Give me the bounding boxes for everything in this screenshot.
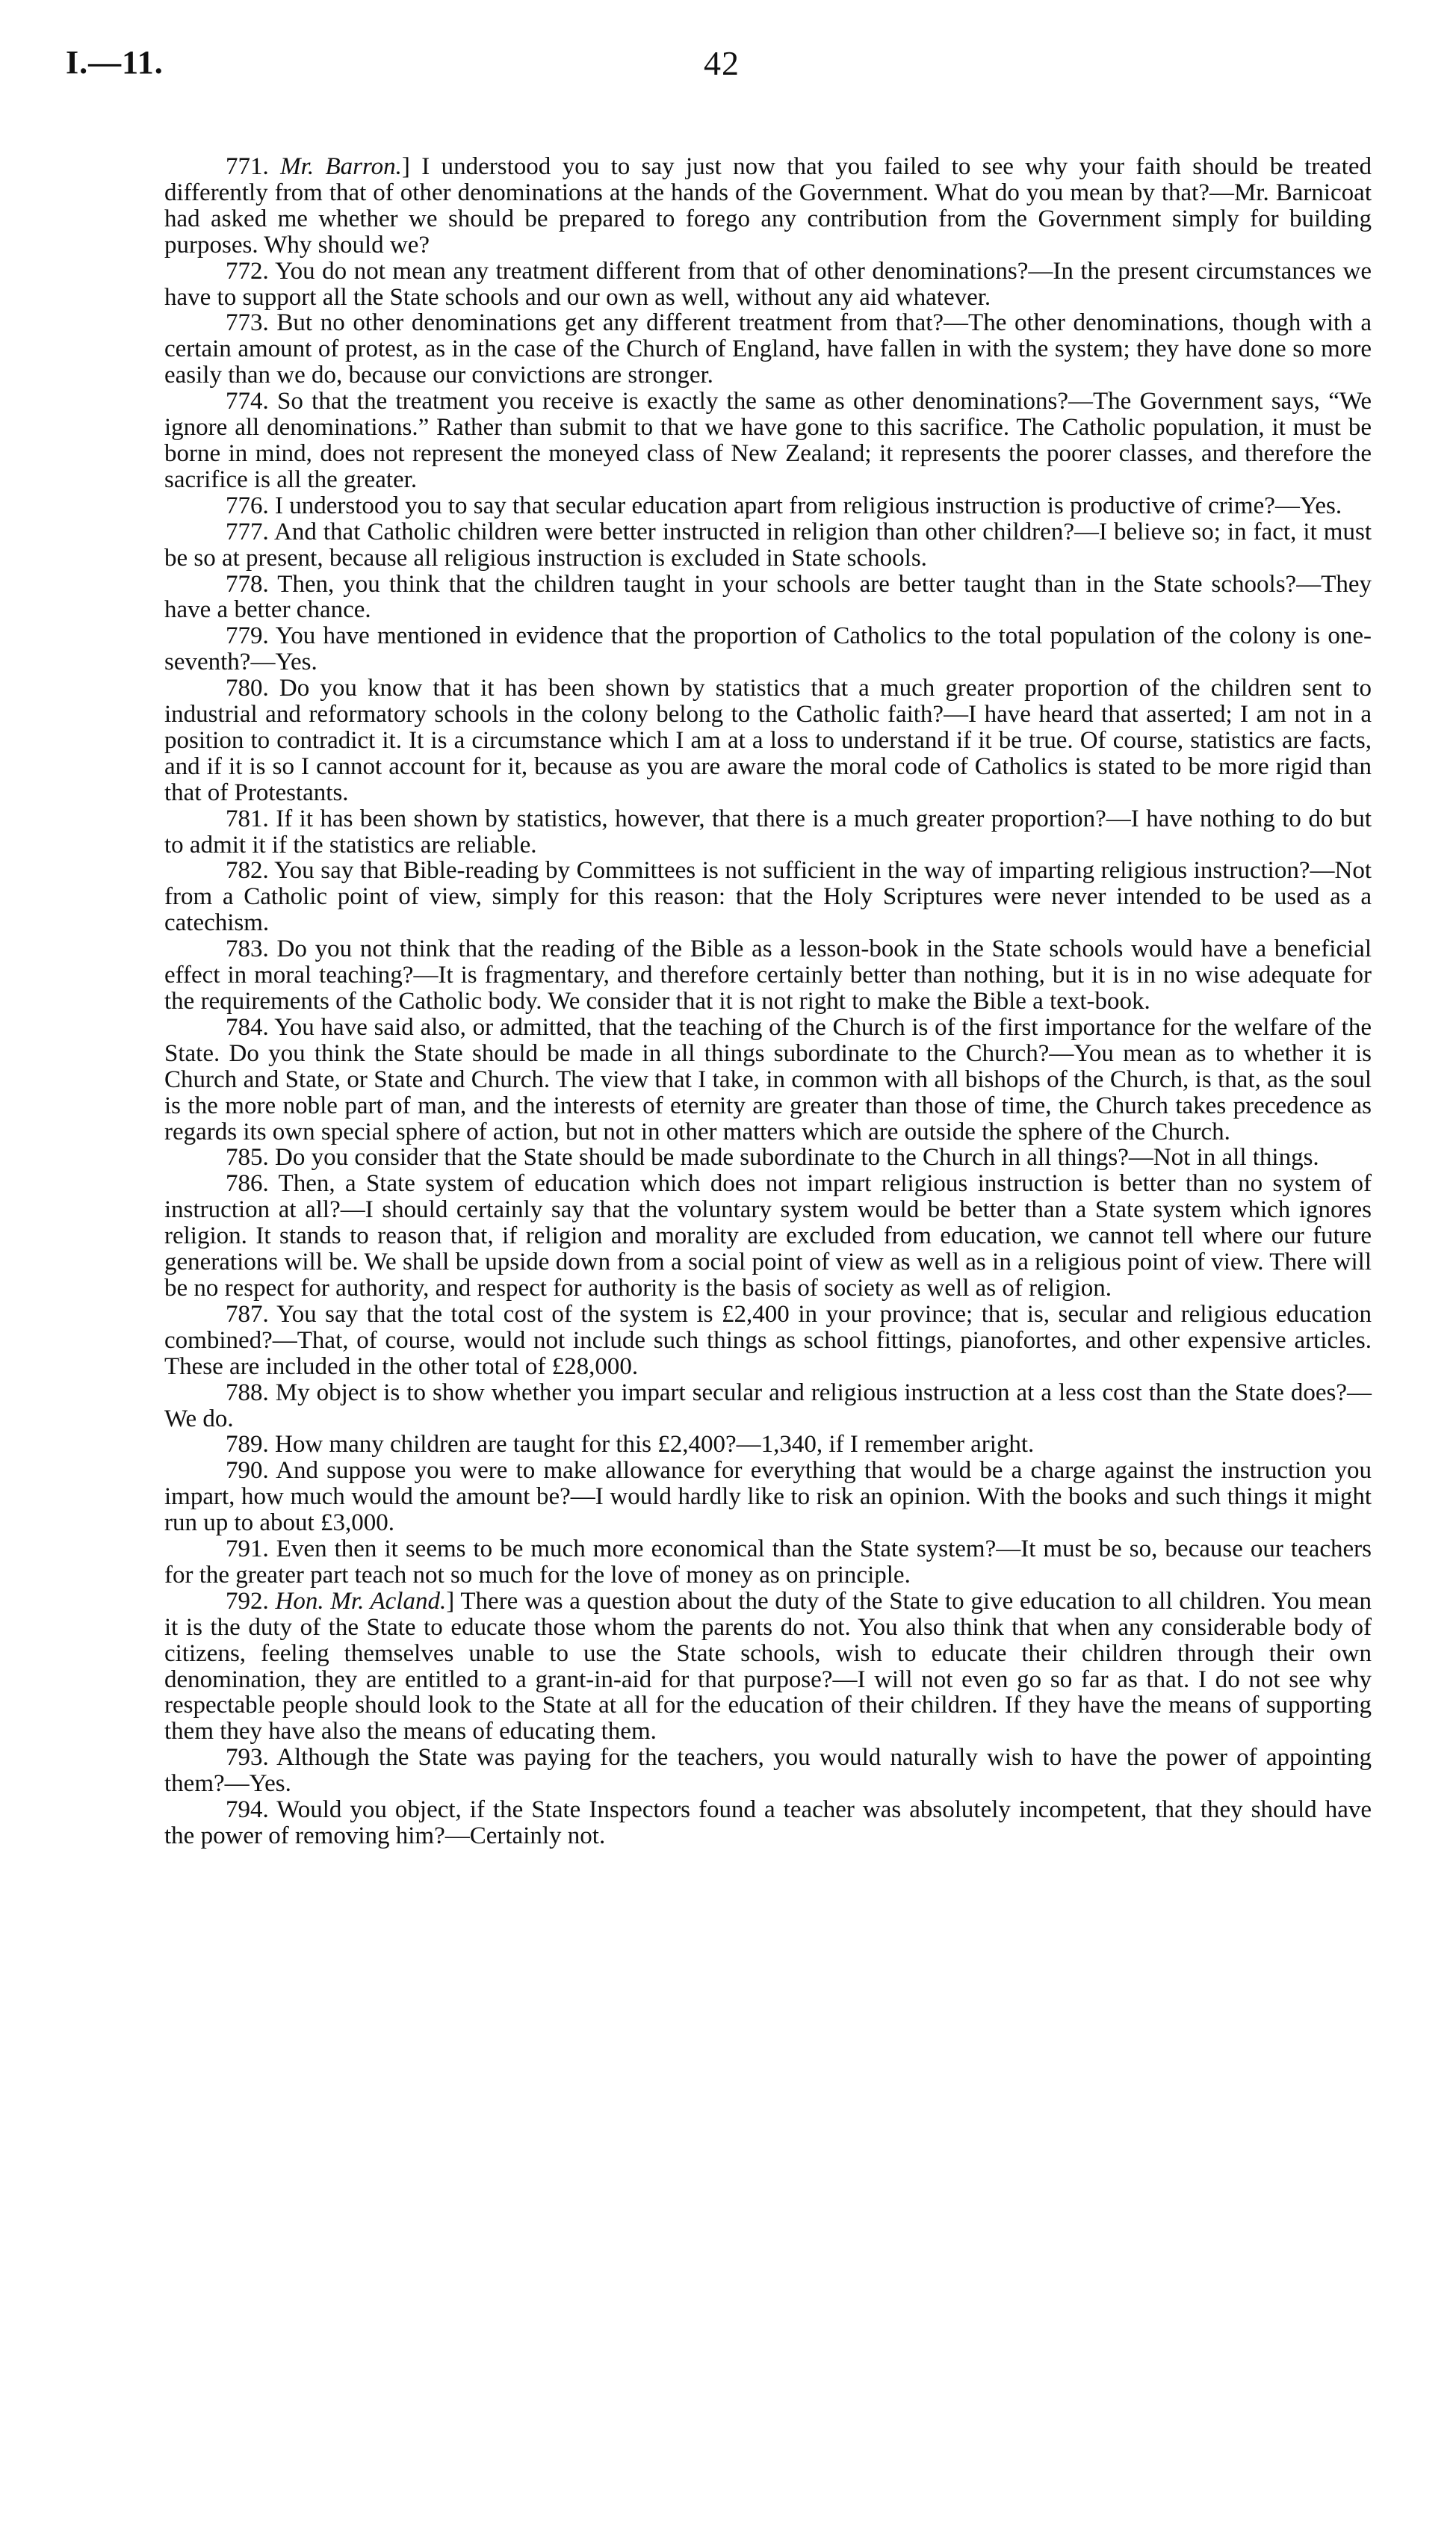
question-paragraph: [164, 1302, 1372, 1380]
question-paragraph: [164, 1458, 1372, 1536]
question-number: 792.: [226, 1587, 269, 1615]
question-text: And that Catholic children were better instructed in religion than other children?—I believe so; in fact, it must be so at present, because all religious instruction is excluded in State schools.: [164, 518, 1372, 572]
question-paragraph: [164, 1145, 1372, 1171]
question-number: 777.: [226, 518, 269, 545]
question-text: How many children are taught for this £2,400?—1,340, if I remember aright.: [275, 1431, 1035, 1459]
question-text: Even then it seems to be much more economical than the State system?—It must be so, because our teachers for the greater part teach not so much for the love of money as on principle.: [164, 1535, 1372, 1589]
question-number: 786.: [226, 1170, 269, 1198]
question-number: 771.: [226, 153, 269, 180]
question-number: 790.: [226, 1457, 269, 1485]
question-paragraph: [164, 806, 1372, 859]
question-text: You say that the total cost of the system is £2,400 in your province; that is, secular and religious education combined?—That, of course, would not include such things as school fittings, pianofortes, and other expensive articles. These are included in the other total of £28,000.: [164, 1300, 1372, 1380]
question-text: Then, a State system of education which does not impart religious instruction is better than no system of instruction at all?—I should certainly say that the voluntary system would be better than a State system which ignores religion. It stands to reason that, if religion and morality are excluded from education, we cannot tell where our future generations will be. We shall be upside down from a social point of view as well as in a religious point of view. There will be no respect for authority, and respect for authority is the basis of society as well as of religion.: [164, 1170, 1372, 1302]
document-reference: I.—11.: [66, 44, 164, 81]
question-number: 772.: [226, 257, 269, 285]
question-number: 787.: [226, 1300, 269, 1328]
question-text: You have mentioned in evidence that the proportion of Catholics to the total population of the colony is one-seventh?—Yes.: [164, 622, 1372, 676]
question-text: ] There was a question about the duty of the State to give education to all children. You mean it is the duty of the State to educate those whom the parents do not. You also think that when any considerable body of citizens, feeling themselves unable to use the State schools, wish to educate their children through their own denomination, they are entitled to a grant-in-aid for that purpose?—I will not even go so far as that. I do not see why respectable people should look to the State at all for the education of their children. If they have the means of supporting them they have also the means of educating them.: [164, 1587, 1372, 1745]
question-number: 773.: [226, 309, 269, 337]
question-number: 793.: [226, 1744, 269, 1772]
question-number: 788.: [226, 1379, 269, 1406]
question-number: 789.: [226, 1431, 269, 1459]
question-paragraph: [164, 1171, 1372, 1302]
question-number: 794.: [226, 1796, 269, 1824]
question-paragraph: [164, 310, 1372, 389]
question-paragraph: [164, 1015, 1372, 1145]
question-number: 791.: [226, 1535, 269, 1563]
question-paragraph: [164, 1745, 1372, 1797]
question-paragraph: [164, 389, 1372, 493]
question-text: But no other denominations get any different treatment from that?—The other denominations, though with a certain amount of protest, as in the case of the Church of England, have fallen in with the system; they have done so more easily than we do, because our convictions are stronger.: [164, 309, 1372, 389]
question-text: ] I understood you to say just now that you failed to see why your faith should be treated differently from that of other denominations at the hands of the Government. What do you mean by that?—Mr. Barnicoat had asked me whether we should be prepared to forego any contribution from the Government simply for building purposes. Why should we?: [164, 153, 1372, 259]
question-paragraph: [164, 1797, 1372, 1849]
question-text: So that the treatment you receive is exactly the same as other denominations?—The Government says, “We ignore all denominations.” Rather than submit to that we have gone to this sacrifice. The Catholic population, it must be borne in mind, does not represent the moneyed class of New Zealand; it represents the poorer classes, and therefore the sacrifice is all the greater.: [164, 388, 1372, 493]
question-text: If it has been shown by statistics, however, that there is a much greater proportion?—I have nothing to do but to admit it if the statistics are reliable.: [164, 805, 1372, 859]
speaker-name: Mr. Barron.: [280, 153, 402, 180]
question-paragraph: [164, 154, 1372, 259]
document-body: [164, 154, 1372, 1849]
question-paragraph: [164, 572, 1372, 624]
question-text: Although the State was paying for the teachers, you would naturally wish to have the power of appointing them?—Yes.: [164, 1744, 1372, 1798]
question-text: You have said also, or admitted, that the teaching of the Church is of the first importance for the welfare of the State. Do you think the State should be made in all things subordinate to the Church?—You mean as to whether it is Church and State, or State and Church. The view that I take, in common with all bishops of the Church, is that, as the soul is the more noble part of man, and the interests of eternity are greater than those of time, the Church takes precedence as regards its own special sphere of action, but not in other matters which are outside the sphere of the Church.: [164, 1013, 1372, 1145]
question-number: 774.: [226, 388, 269, 415]
question-paragraph: [164, 936, 1372, 1015]
question-paragraph: [164, 493, 1372, 519]
question-number: 783.: [226, 935, 269, 963]
question-text: Do you consider that the State should be made subordinate to the Church in all things?—Not in all things.: [275, 1144, 1319, 1172]
question-paragraph: [164, 259, 1372, 311]
question-number: 780.: [226, 675, 269, 702]
question-paragraph: [164, 1432, 1372, 1458]
question-text: Then, you think that the children taught in your schools are better taught than in the State schools?—They have a better chance.: [164, 570, 1372, 624]
question-paragraph: [164, 1380, 1372, 1432]
question-text: Do you not think that the reading of the Bible as a lesson-book in the State schools would have a beneficial effect in moral teaching?—It is fragmentary, and therefore certainly better than nothing, but it is in no wise adequate for the requirements of the Catholic body. We consider that it is not right to make the Bible a text-book.: [164, 935, 1372, 1015]
question-text: My object is to show whether you impart secular and religious instruction at a less cost than the State does?—We do.: [164, 1379, 1372, 1432]
question-paragraph: [164, 1536, 1372, 1589]
question-number: 782.: [226, 857, 269, 885]
question-paragraph: [164, 1589, 1372, 1745]
question-number: 779.: [226, 622, 269, 650]
question-number: 781.: [226, 805, 269, 832]
question-paragraph: [164, 858, 1372, 936]
question-paragraph: [164, 675, 1372, 806]
question-text: I understood you to say that secular education apart from religious instruction is productive of crime?—Yes.: [275, 492, 1342, 519]
question-number: 778.: [226, 570, 269, 598]
question-paragraph: [164, 519, 1372, 572]
question-number: 776.: [226, 492, 269, 519]
question-text: And suppose you were to make allowance for everything that would be a charge against the instruction you impart, how much would the amount be?—I would hardly like to risk an opinion. With the books and such things it might run up to about £3,000.: [164, 1457, 1372, 1537]
question-text: Do you know that it has been shown by statistics that a much greater proportion of the children sent to industrial and reformatory schools in the colony belong to the Catholic faith?—I have heard that asserted; I am not in a position to contradict it. It is a circumstance which I am at a loss to understand if it be true. Of course, statistics are facts, and if it is so I cannot account for it, because as you are aware the moral code of Catholics is stated to be more rigid than that of Protestants.: [164, 675, 1372, 806]
speaker-name: Hon. Mr. Acland.: [275, 1587, 447, 1615]
question-text: You do not mean any treatment different from that of other denominations?—In the present circumstances we have to support all the State schools and our own as well, without any aid whatever.: [164, 257, 1372, 311]
question-text: You say that Bible-reading by Committees is not sufficient in the way of imparting religious instruction?—Not from a Catholic point of view, simply for this reason: that the Holy Scriptures were never intended to be used as a catechism.: [164, 857, 1372, 937]
page-number: 42: [704, 44, 740, 82]
question-paragraph: [164, 623, 1372, 675]
question-text: Would you object, if the State Inspectors found a teacher was absolutely incompetent, that they should have the power of removing him?—Certainly not.: [164, 1796, 1372, 1849]
question-number: 784.: [226, 1013, 269, 1041]
question-number: 785.: [226, 1144, 269, 1172]
